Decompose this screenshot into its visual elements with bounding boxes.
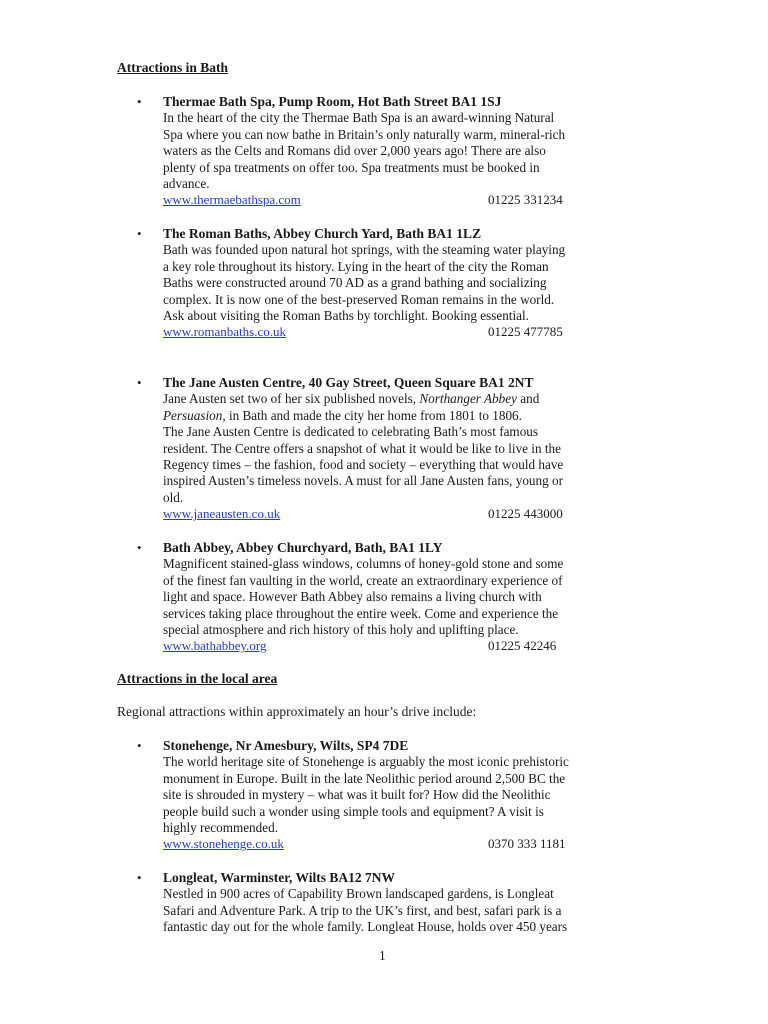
bullet-icon: •: [137, 870, 142, 885]
website-link[interactable]: www.thermaebathspa.com: [163, 192, 301, 208]
description-line: Ask about visiting the Roman Baths by torchlight. Booking essential.: [163, 307, 529, 323]
description-line: waters as the Celts and Romans did over 2,000 years ago! There are also: [163, 143, 546, 159]
attraction-description: [163, 242, 653, 324]
attraction-title: The Roman Baths, Abbey Church Yard, Bath BA1 1LZ: [163, 226, 482, 241]
description-line: highly recommended.: [163, 819, 278, 835]
page-number: 1: [379, 948, 386, 963]
description-text: Jane Austen set two of her six published novels,: [163, 391, 420, 407]
attraction-title: Longleat, Warminster, Wilts BA12 7NW: [163, 870, 396, 885]
description-line: Magnificent stained-glass windows, columns of honey-gold stone and some: [163, 556, 564, 572]
description-line: Safari and Adventure Park. A trip to the UK’s first, and best, safari park is a: [163, 902, 562, 918]
attraction-title: Stonehenge, Nr Amesbury, Wilts, SP4 7DE: [163, 738, 409, 753]
novel-title: Northanger Abbey: [419, 391, 517, 407]
description-line: The world heritage site of Stonehenge is arguably the most iconic prehistoric: [163, 754, 569, 770]
bullet-icon: •: [137, 94, 142, 109]
description-line: The Jane Austen Centre is dedicated to celebrating Bath’s most famous: [163, 424, 539, 440]
description-line: Baths were constructed around 70 AD as a grand bathing and socializing: [163, 275, 547, 291]
description-line: resident. The Centre offers a snapshot of what it would be like to live in the: [163, 440, 561, 456]
description-text: , in Bath and made the city her home from 1801 to 1806.: [222, 407, 522, 423]
phone-number: 01225 477785: [488, 324, 563, 340]
bullet-icon: •: [137, 375, 142, 390]
contact-row: [163, 836, 663, 852]
description-line: Bath was founded upon natural hot springs, with the steaming water playing: [163, 242, 566, 258]
description-line: inspired Austen’s timeless novels. A must for all Jane Austen fans, young or: [163, 473, 563, 489]
description-line: monument in Europe. Built in the late Neolithic period around 2,500 BC the: [163, 770, 566, 786]
novel-title: Persuasion: [163, 407, 223, 423]
local-intro-text: Regional attractions within approximately an hour’s drive include:: [117, 704, 477, 719]
description-line: services taking place throughout the entire week. Come and experience the: [163, 605, 559, 621]
attraction-description: [163, 754, 653, 836]
attraction-description: [163, 110, 653, 192]
attraction-description: [163, 556, 653, 638]
bullet-icon: •: [137, 226, 142, 241]
description-line: Spa where you can now bathe in Britain’s only naturally warm, mineral-rich: [163, 126, 566, 142]
website-link[interactable]: www.bathabbey.org: [163, 638, 267, 654]
description-line: Regency times – the fashion, food and society – everything that would have: [163, 456, 564, 472]
bullet-icon: •: [137, 540, 142, 555]
description-line: [163, 391, 653, 407]
description-line: people build such a wonder using simple tools and equipment? A visit is: [163, 803, 544, 819]
website-link[interactable]: www.stonehenge.co.uk: [163, 836, 284, 852]
section-heading-bath: Attractions in Bath: [117, 60, 228, 75]
contact-row: [163, 192, 663, 208]
website-link[interactable]: www.romanbaths.co.uk: [163, 324, 286, 340]
attraction-title: Bath Abbey, Abbey Churchyard, Bath, BA1 1LY: [163, 540, 443, 555]
description-text: and: [516, 391, 540, 407]
phone-number: 01225 42246: [488, 638, 557, 654]
attraction-title: Thermae Bath Spa, Pump Room, Hot Bath Street BA1 1SJ: [163, 94, 502, 109]
contact-row: [163, 638, 663, 654]
phone-number: 0370 333 1181: [488, 836, 566, 852]
description-line: Nestled in 900 acres of Capability Brown landscaped gardens, is Longleat: [163, 886, 554, 902]
description-line: In the heart of the city the Thermae Bath Spa is an award-winning Natural: [163, 110, 555, 126]
description-line: light and space. However Bath Abbey also remains a living church with: [163, 589, 542, 605]
description-line: old.: [163, 489, 184, 505]
section-heading-local: Attractions in the local area: [117, 671, 278, 686]
description-line: complex. It is now one of the best-preserved Roman remains in the world.: [163, 291, 555, 307]
contact-row: [163, 324, 663, 340]
description-line: [163, 408, 653, 424]
description-line: fantastic day out for the whole family. Longleat House, holds over 450 years: [163, 919, 568, 935]
phone-number: 01225 443000: [488, 506, 563, 522]
bullet-icon: •: [137, 738, 142, 753]
description-line: plenty of spa treatments on offer too. Spa treatments must be booked in: [163, 159, 540, 175]
contact-row: [163, 506, 663, 522]
attraction-description: [163, 886, 653, 935]
description-line: a key role throughout its history. Lying in the heart of the city the Roman: [163, 258, 549, 274]
description-line: advance.: [163, 175, 210, 191]
description-line: of the finest fan vaulting in the world, create an extraordinary experience of: [163, 572, 563, 588]
attraction-description: [163, 391, 653, 506]
description-line: special atmosphere and rich history of this holy and uplifting place.: [163, 621, 519, 637]
description-line: site is shrouded in mystery – what was it built for? How did the Neolithic: [163, 787, 551, 803]
attraction-title: The Jane Austen Centre, 40 Gay Street, Queen Square BA1 2NT: [163, 375, 534, 390]
phone-number: 01225 331234: [488, 192, 563, 208]
website-link[interactable]: www.janeausten.co.uk: [163, 506, 281, 522]
